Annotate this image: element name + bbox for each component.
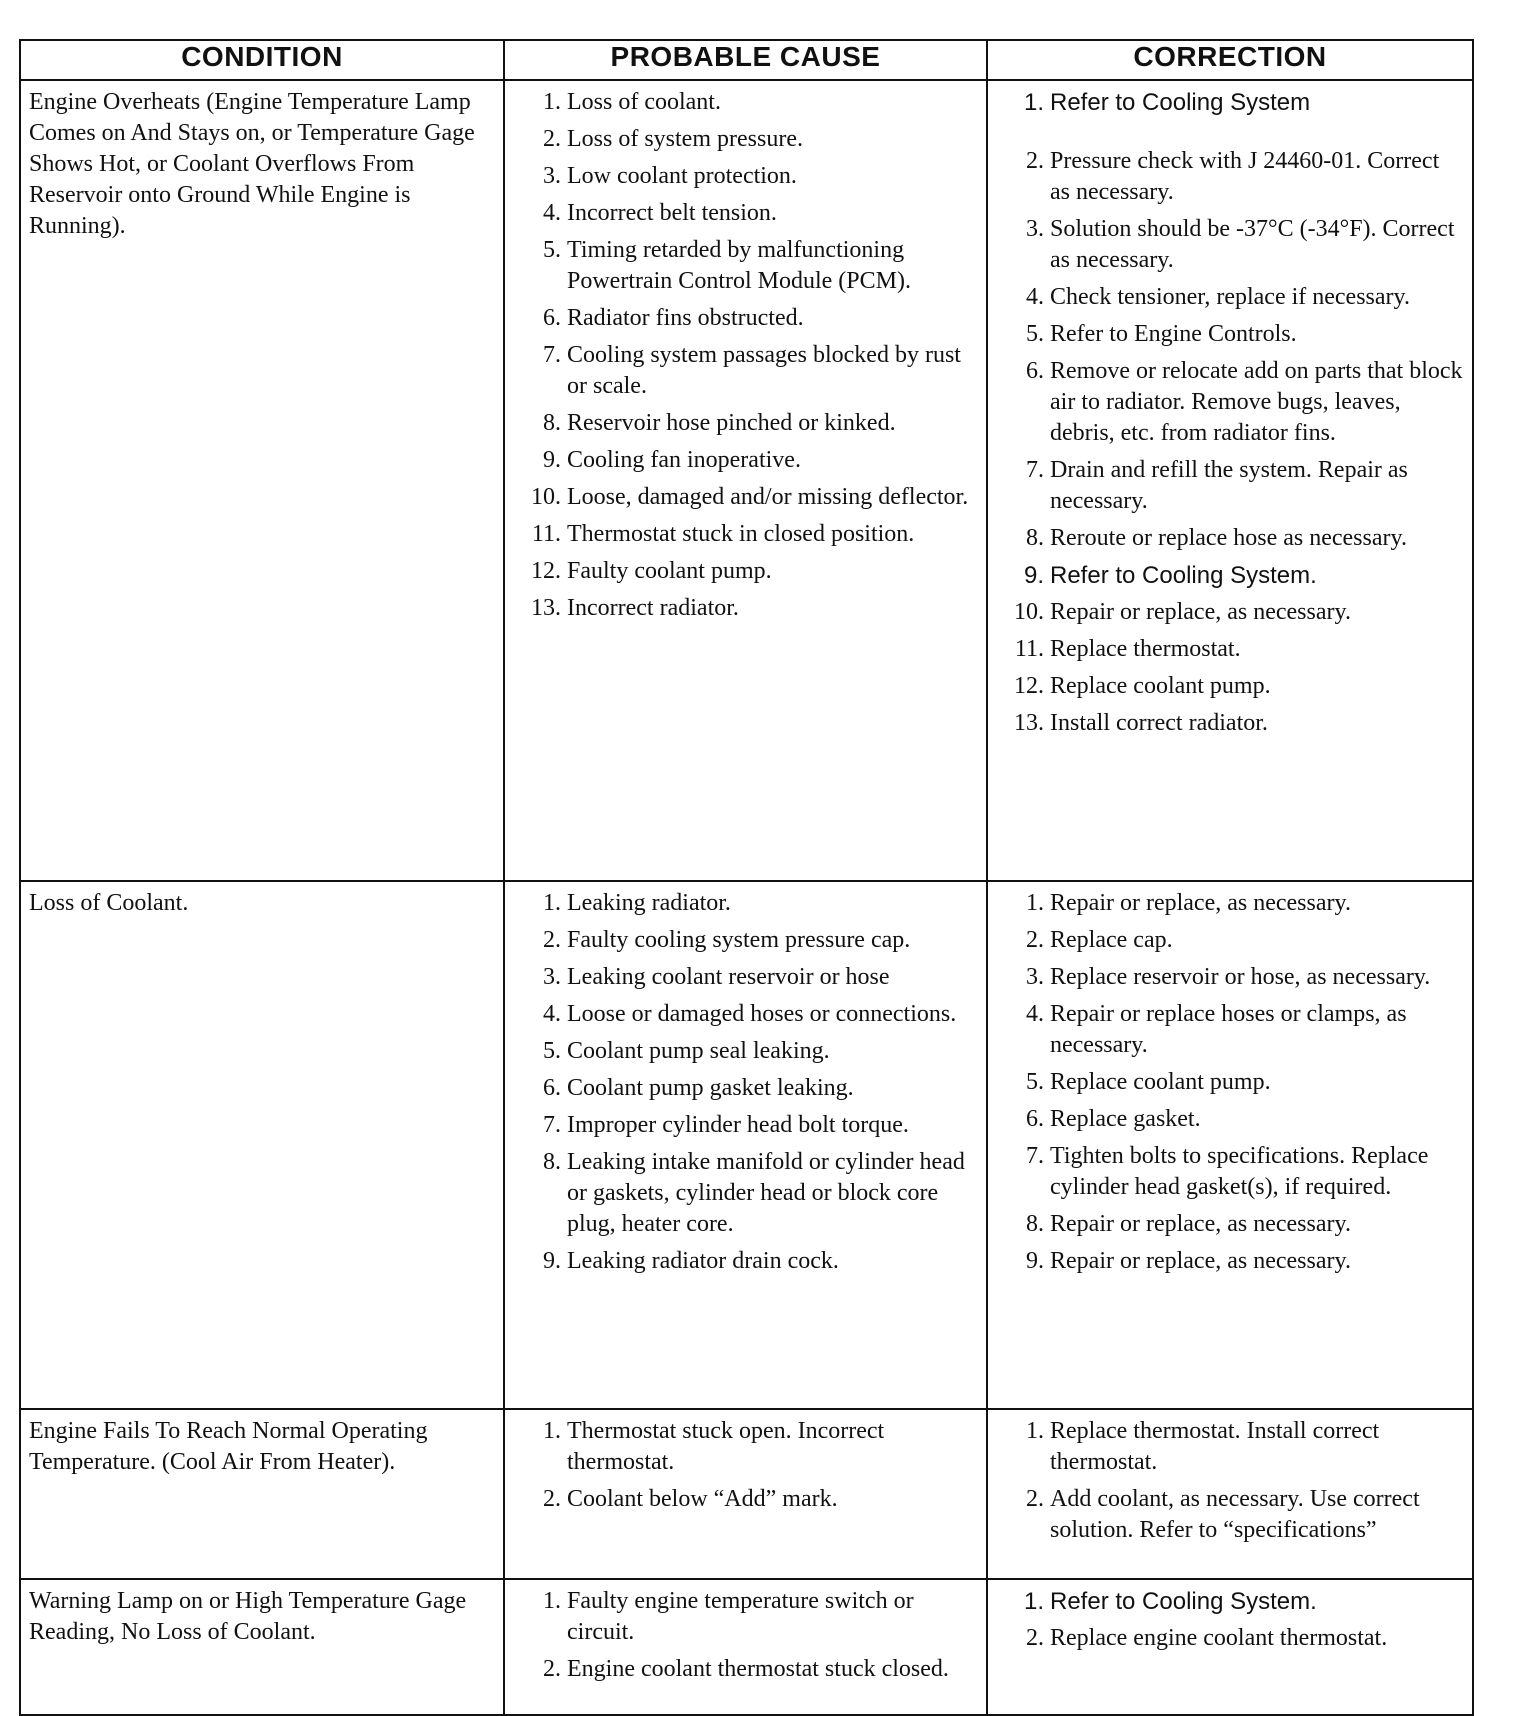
list-item: 3. Solution should be -37°C (-34°F). Correct as necessary. <box>1026 216 1455 273</box>
cause-cell <box>504 80 987 881</box>
condition-text: Loss of Coolant. <box>29 890 189 916</box>
table-row <box>20 1579 1473 1715</box>
list-item: 1. Thermostat stuck open. Incorrect thermostat. <box>543 1418 885 1475</box>
list-item: 4. Repair or replace hoses or clamps, as necessary. <box>1026 1001 1407 1058</box>
list-item: 5. Coolant pump seal leaking. <box>543 1038 830 1064</box>
list-item: 9. Leaking radiator drain cock. <box>543 1248 839 1274</box>
header-probable-cause: PROBABLE CAUSE <box>504 40 987 80</box>
list-item: 1. Repair or replace, as necessary. <box>1026 890 1351 916</box>
condition-cell <box>20 80 504 881</box>
cause-cell <box>504 881 987 1409</box>
list-item: 7. Cooling system passages blocked by rust or scale. <box>543 342 961 399</box>
list-item: 7. Drain and refill the system. Repair as necessary. <box>1026 457 1408 514</box>
correction-cell <box>987 1409 1473 1579</box>
list-item: 9. Cooling fan inoperative. <box>543 447 801 473</box>
list-item: 6. Coolant pump gasket leaking. <box>543 1075 854 1101</box>
header-condition: CONDITION <box>20 40 504 80</box>
cause-cell <box>504 1409 987 1579</box>
list-item: 13. Incorrect radiator. <box>531 595 739 621</box>
list-item: 7. Tighten bolts to specifications. Replace cylinder head gasket(s), if required. <box>1026 1143 1429 1200</box>
list-item: 8. Reservoir hose pinched or kinked. <box>543 410 896 436</box>
list-item: 2. Loss of system pressure. <box>543 126 803 152</box>
correction-cell <box>987 881 1473 1409</box>
table-row <box>20 80 1473 881</box>
condition-cell <box>20 1409 504 1579</box>
list-item: 1. Leaking radiator. <box>543 890 731 916</box>
list-item: 5. Replace coolant pump. <box>1026 1069 1271 1095</box>
list-item: 7. Improper cylinder head bolt torque. <box>543 1112 909 1138</box>
list-item: 8. Reroute or replace hose as necessary. <box>1026 525 1407 551</box>
correction-cell <box>987 1579 1473 1715</box>
condition-text: Engine Overheats (Engine Temperature Lamp Comes on And Stays on, or Temperature Gage Shows Hot, or Coolant Overflows From Reservoir onto Ground While Engine is Running). <box>29 89 475 239</box>
list-item: 2. Faulty cooling system pressure cap. <box>543 927 911 953</box>
correction-cell <box>987 80 1473 881</box>
list-item: 2. Add coolant, as necessary. Use correct solution. Refer to “specifications” <box>1026 1486 1420 1543</box>
list-item: 2. Coolant below “Add” mark. <box>543 1486 838 1512</box>
list-item: 2. Pressure check with J 24460-01. Correct as necessary. <box>1026 148 1440 205</box>
list-item: 6. Radiator fins obstructed. <box>543 305 804 331</box>
condition-text: Engine Fails To Reach Normal Operating Temperature. (Cool Air From Heater). <box>29 1418 428 1475</box>
list-item: 1. Loss of coolant. <box>543 89 721 115</box>
list-item: 10. Repair or replace, as necessary. <box>1014 599 1351 625</box>
table-row <box>20 881 1473 1409</box>
list-item: 1. Refer to Cooling System <box>1023 89 1311 116</box>
condition-cell <box>20 881 504 1409</box>
list-item: 11. Replace thermostat. <box>1014 636 1241 662</box>
list-item: 9. Repair or replace, as necessary. <box>1026 1248 1351 1274</box>
list-item: 5. Refer to Engine Controls. <box>1026 321 1297 347</box>
header-correction: CORRECTION <box>987 40 1473 80</box>
list-item: 2. Replace engine coolant thermostat. <box>1026 1625 1388 1651</box>
list-item: 5. Timing retarded by malfunctioning Powertrain Control Module (PCM). <box>543 237 911 294</box>
cause-cell <box>504 1579 987 1715</box>
list-item: 6. Replace gasket. <box>1026 1106 1201 1132</box>
list-item: 8. Leaking intake manifold or cylinder head or gaskets, cylinder head or block core plug, heater core. <box>543 1149 965 1237</box>
list-item: 4. Incorrect belt tension. <box>543 200 777 226</box>
list-item: 6. Remove or relocate add on parts that block air to radiator. Remove bugs, leaves, debris, etc. from radiator fins. <box>1026 358 1463 446</box>
condition-text: Warning Lamp on or High Temperature Gage Reading, No Loss of Coolant. <box>29 1588 467 1645</box>
list-item: 1. Refer to Cooling System. <box>1023 1588 1317 1615</box>
list-item: 12. Replace coolant pump. <box>1014 673 1271 699</box>
list-item: 9. Refer to Cooling System. <box>1023 562 1317 589</box>
list-item: 10. Loose, damaged and/or missing deflector. <box>531 484 969 510</box>
diagnosis-table <box>19 39 1474 1716</box>
list-item: 2. Replace cap. <box>1026 927 1173 953</box>
list-item: 3. Leaking coolant reservoir or hose <box>543 964 890 990</box>
list-item: 13. Install correct radiator. <box>1014 710 1268 736</box>
list-item: 3. Replace reservoir or hose, as necessary. <box>1026 964 1431 990</box>
list-item: 4. Check tensioner, replace if necessary. <box>1026 284 1410 310</box>
list-item: 11. Thermostat stuck in closed position. <box>531 521 915 547</box>
list-item: 1. Faulty engine temperature switch or circuit. <box>543 1588 914 1645</box>
list-item: 3. Low coolant protection. <box>543 163 797 189</box>
table-header-row <box>20 40 1473 80</box>
condition-cell <box>20 1579 504 1715</box>
list-item: 1. Replace thermostat. Install correct thermostat. <box>1026 1418 1380 1475</box>
list-item: 2. Engine coolant thermostat stuck closed. <box>543 1656 949 1682</box>
list-item: 4. Loose or damaged hoses or connections. <box>543 1001 957 1027</box>
table-row <box>20 1409 1473 1579</box>
list-item: 12. Faulty coolant pump. <box>531 558 772 584</box>
list-item: 8. Repair or replace, as necessary. <box>1026 1211 1351 1237</box>
